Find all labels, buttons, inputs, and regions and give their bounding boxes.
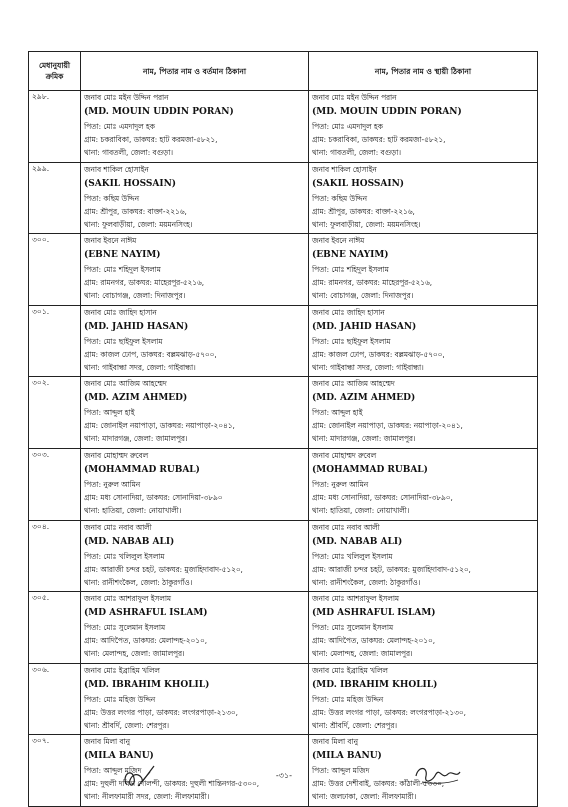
name-en: (MD. JAHID HASAN) — [84, 321, 189, 332]
present-address-cell — [81, 448, 309, 520]
father-name: পিতা: কছিম উদ্দিন — [312, 193, 367, 203]
table-row — [29, 234, 538, 306]
address-line-2: থানা: মাদারগঞ্জ, জেলা: জামালপুর। — [84, 434, 188, 444]
name-en: (MD. MOUIN UDDIN PORAN) — [312, 107, 462, 117]
address-line-2: থানা: গাবতলী, জেলা: বগুড়া। — [312, 148, 401, 157]
name-bn: জনাব ইবনে নাঈম — [312, 236, 365, 246]
header-permanent-address: নাম, পিতার নাম ও স্থায়ী ঠিকানা — [309, 52, 538, 91]
header-serial: মেধানুযায়ী ক্রমিক — [29, 52, 81, 91]
address-line-1: গ্রাম: জোনাইল নয়াপাড়া, ডাকঘর: নয়াপাড়া-২০৪১, — [84, 421, 235, 431]
father-name: পিতা: মোঃ সুলেমান ইসলাম — [84, 623, 166, 633]
address-line-1: গ্রাম: আদিপৈত, ডাকঘর: মেলান্দহ-২০১০, — [84, 636, 208, 646]
present-address-cell — [81, 305, 309, 377]
permanent-address-cell — [309, 377, 538, 449]
permanent-address-cell — [309, 91, 538, 163]
address-line-1: গ্রাম: আদিপৈত, ডাকঘর: মেলান্দহ-২০১০, — [312, 636, 436, 646]
address-line-2: থানা: জলঢাকা, জেলা: নীলফামারী। — [312, 792, 417, 802]
name-en: (MD. IBRAHIM KHOLIL) — [312, 679, 438, 690]
name-en: (MILA BANU) — [312, 751, 382, 762]
address-line-2: থানা: হাতিয়া, জেলা: নোয়াখালী। — [312, 505, 410, 515]
address-line-1: গ্রাম: শ্রীপুর, ডাকঘর: বাক্তা-২২১৬, — [84, 206, 187, 216]
address-line-1: গ্রাম: কাজল ঢোপ, ডাকঘর: বল্লমঝাড়-৫৭০০, — [84, 349, 217, 359]
name-en: (MD. JAHID HASAN) — [312, 321, 417, 332]
serial-cell: ২৯৯. — [29, 162, 81, 234]
name-bn: জনাব ইবনে নাঈম — [84, 236, 137, 246]
father-name: পিতা: মোঃ ছাইফুল ইসলাম — [84, 336, 163, 346]
father-name: পিতা: আব্দুল মজিদ — [312, 766, 370, 776]
address-line-2: থানা: গাইবান্ধা সদর, জেলা: গাইবান্ধা। — [312, 362, 424, 372]
serial-cell: ৩০৪. — [29, 520, 81, 592]
serial-cell: ৩০২. — [29, 377, 81, 449]
name-bn: জনাব মোঃ নবাব আলী — [312, 522, 380, 532]
name-bn: জনাব মোহাম্মদ রুবেল — [312, 450, 377, 460]
address-line-2: থানা: ফুলবাড়ীয়া, জেলা: ময়মনসিংহ। — [312, 219, 421, 229]
present-address-cell — [81, 162, 309, 234]
address-line-2: থানা: মেলান্দহ, জেলা: জামালপুর। — [84, 649, 185, 659]
address-line-2: থানা: নীলফামারী সদর, জেলা: নীলফামারী। — [84, 792, 210, 802]
address-line-1: গ্রাম: রামনগর, ডাকঘর: মাহেরপুর-৫২১৬, — [84, 278, 205, 288]
address-line-2: থানা: শ্রীবর্দি, জেলা: শেরপুর। — [312, 720, 397, 730]
present-address-cell — [81, 377, 309, 449]
name-en: (MD. IBRAHIM KHOLIL) — [84, 679, 210, 690]
name-bn: জনাব মিলা বানু — [84, 737, 130, 747]
name-bn: জনাব মোঃ ইব্রাহিম খলিল — [84, 665, 160, 675]
name-bn: জনাব মোঃ মইন উদ্দিন পরান — [312, 93, 397, 102]
address-line-1: গ্রাম: উত্তর লংগর পাড়া, ডাকঘর: লংগরপাড়া-২১৩০, — [84, 707, 238, 717]
address-line-2: থানা: বোচাগঞ্জ, জেলা: দিনাজপুর। — [84, 291, 186, 301]
merit-list-table — [28, 51, 538, 807]
table-row — [29, 377, 538, 449]
father-name: পিতা: মোঃ মহিজ উদ্দিন — [312, 694, 384, 704]
serial-cell: ৩০১. — [29, 305, 81, 377]
address-line-2: থানা: গাবতলী, জেলা: বগুড়া। — [84, 148, 173, 157]
present-address-cell — [81, 234, 309, 306]
name-bn: জনাব মোহাম্মদ রুবেল — [84, 450, 149, 460]
name-en: (EBNE NAYIM) — [312, 250, 389, 261]
address-line-1: গ্রাম: আরাজী চন্দর চহট, ডাকঘর: মুজাহিদাবাদ-৫১২০, — [84, 564, 243, 574]
header-present-address: নাম, পিতার নাম ও বর্তমান ঠিকানা — [81, 52, 309, 91]
serial-cell: ৩০০. — [29, 234, 81, 306]
father-name: পিতা: মোঃ এমদাদুল হক — [312, 122, 383, 131]
address-line-2: থানা: মেলান্দহ, জেলা: জামালপুর। — [312, 649, 413, 659]
table-header-row — [29, 52, 538, 91]
permanent-address-cell — [309, 234, 538, 306]
father-name: পিতা: মোঃ খলিলুল ইসলাম — [312, 551, 393, 561]
serial-cell: ৩০৩. — [29, 448, 81, 520]
address-line-2: থানা: গাইবান্ধা সদর, জেলা: গাইবান্ধা। — [84, 362, 196, 372]
address-line-1: গ্রাম: উত্তর দেশীবাই, ডাকঘর: কাঁঠালী-৫৩৩০, — [312, 779, 445, 789]
name-bn: জনাব মোঃ নবাব আলী — [84, 522, 152, 532]
address-line-1: গ্রাম: জোনাইল নয়াপাড়া, ডাকঘর: নয়াপাড়া-২০৪১, — [312, 421, 463, 431]
name-bn: জনাব মিলা বানু — [312, 737, 358, 747]
table-row — [29, 520, 538, 592]
name-bn: জনাব শাকিল হোসাইন — [312, 164, 377, 174]
father-name: পিতা: আব্দুল মজিদ — [84, 766, 142, 776]
table-row — [29, 663, 538, 735]
name-en: (MD. AZIM AHMED) — [312, 393, 416, 404]
name-bn: জনাব মোঃ আজিম আহম্মেদ — [312, 379, 395, 389]
permanent-address-cell — [309, 162, 538, 234]
name-en: (MILA BANU) — [84, 751, 154, 762]
address-line-2: থানা: হাতিয়া, জেলা: নোয়াখালী। — [84, 505, 182, 515]
name-en: (SAKIL HOSSAIN) — [84, 178, 177, 189]
father-name: পিতা: আব্দুল হাই — [84, 408, 135, 418]
table-row — [29, 592, 538, 664]
father-name: পিতা: মোঃ শহিদুল ইসলাম — [312, 265, 389, 275]
name-en: (MD. NABAB ALI) — [312, 536, 403, 547]
address-line-2: থানা: ফুলবাড়ীয়া, জেলা: ময়মনসিংহ। — [84, 219, 193, 229]
serial-cell: ৩০৭. — [29, 735, 81, 807]
father-name: পিতা: মোঃ সুলেমান ইসলাম — [312, 623, 394, 633]
father-name: পিতা: কছিম উদ্দিন — [84, 193, 139, 203]
address-line-1: গ্রাম: দুহুলী দক্ষিণ দোলন্দী, ডাকঘর: দুহুলী শান্তিনগর-৫৩০০, — [84, 779, 260, 789]
serial-cell: ৩০৬. — [29, 663, 81, 735]
permanent-address-cell — [309, 592, 538, 664]
address-line-2: থানা: মাদারগঞ্জ, জেলা: জামালপুর। — [312, 434, 416, 444]
serial-cell: ৩০৫. — [29, 592, 81, 664]
name-bn: জনাব শাকিল হোসাইন — [84, 164, 149, 174]
permanent-address-cell — [309, 305, 538, 377]
address-line-2: থানা: শ্রীবর্দি, জেলা: শেরপুর। — [84, 720, 169, 730]
name-bn: জনাব মোঃ আশরাফুল ইসলাম — [312, 594, 399, 604]
name-en: (MD. AZIM AHMED) — [84, 393, 188, 404]
address-line-2: থানা: বোচাগঞ্জ, জেলা: দিনাজপুর। — [312, 291, 414, 301]
address-line-2: থানা: রানীশংকৈল, জেলা: ঠাকুরগাঁও। — [312, 577, 421, 587]
name-bn: জনাব মোঃ মইন উদ্দিন পরান — [84, 93, 169, 102]
father-name: পিতা: মোঃ ছাইফুল ইসলাম — [312, 336, 391, 346]
address-line-1: গ্রাম: রামনগর, ডাকঘর: মাহেরপুর-৫২১৬, — [312, 278, 433, 288]
name-en: (MOHAMMAD RUBAL) — [84, 464, 200, 475]
address-line-1: গ্রাম: উত্তর লংগর পাড়া, ডাকঘর: লংগরপাড়া-২১৩০, — [312, 707, 466, 717]
name-bn: জনাব মোঃ জাহিদ হাসান — [312, 307, 385, 317]
name-en: (SAKIL HOSSAIN) — [312, 178, 405, 189]
table-row — [29, 91, 538, 163]
address-line-1: গ্রাম: চকরাবিকা, ডাকঘর: হাট করমজা-৫৮২১, — [84, 135, 218, 144]
page-number: -৩১- — [275, 771, 293, 780]
present-address-cell — [81, 663, 309, 735]
father-name: পিতা: মোঃ খলিলুল ইসলাম — [84, 551, 165, 561]
present-address-cell — [81, 592, 309, 664]
name-en: (MOHAMMAD RUBAL) — [312, 464, 428, 475]
name-en: (MD ASHRAFUL ISLAM) — [84, 608, 208, 619]
father-name: পিতা: মোঃ এমদাদুল হক — [84, 122, 155, 131]
address-line-1: গ্রাম: চকরাবিকা, ডাকঘর: হাট করমজা-৫৮২১, — [312, 135, 446, 144]
address-line-1: গ্রাম: মধ্য সোনাদিয়া, ডাকঘর: সোনাদিয়া-৩৮৯০ — [84, 492, 223, 502]
name-en: (MD. NABAB ALI) — [84, 536, 175, 547]
table-row — [29, 305, 538, 377]
name-bn: জনাব মোঃ ইব্রাহিম খলিল — [312, 665, 388, 675]
table-row — [29, 448, 538, 520]
father-name: পিতা: নুরুল আমিন — [84, 479, 141, 489]
table-row — [29, 162, 538, 234]
father-name: পিতা: মোঃ শহিদুল ইসলাম — [84, 265, 161, 275]
name-en: (MD. MOUIN UDDIN PORAN) — [84, 107, 234, 117]
signature-right — [412, 762, 464, 788]
address-line-1: গ্রাম: শ্রীপুর, ডাকঘর: বাক্তা-২২১৬, — [312, 206, 415, 216]
serial-cell: ২৯৮. — [29, 91, 81, 163]
address-line-1: গ্রাম: মধ্য সোনাদিয়া, ডাকঘর: সোনাদিয়া-৩৮৯০, — [312, 492, 453, 502]
address-line-1: গ্রাম: কাজল ঢোপ, ডাকঘর: বল্লমঝাড়-৫৭০০, — [312, 349, 445, 359]
name-bn: জনাব মোঃ জাহিদ হাসান — [84, 307, 157, 317]
permanent-address-cell — [309, 520, 538, 592]
name-en: (MD ASHRAFUL ISLAM) — [312, 608, 436, 619]
name-en: (EBNE NAYIM) — [84, 250, 161, 261]
present-address-cell — [81, 91, 309, 163]
father-name: পিতা: মোঃ মহিজ উদ্দিন — [84, 694, 156, 704]
name-bn: জনাব মোঃ আশরাফুল ইসলাম — [84, 594, 171, 604]
address-line-1: গ্রাম: আরাজী চন্দর চহট, ডাকঘর: মুজাহিদাবাদ-৫১২০, — [312, 564, 471, 574]
permanent-address-cell — [309, 448, 538, 520]
father-name: পিতা: আব্দুল হাই — [312, 408, 363, 418]
address-line-2: থানা: রানীশংকৈল, জেলা: ঠাকুরগাঁও। — [84, 577, 193, 587]
name-bn: জনাব মোঃ আজিম আহম্মেদ — [84, 379, 167, 389]
present-address-cell — [81, 520, 309, 592]
permanent-address-cell — [309, 663, 538, 735]
father-name: পিতা: নুরুল আমিন — [312, 479, 369, 489]
